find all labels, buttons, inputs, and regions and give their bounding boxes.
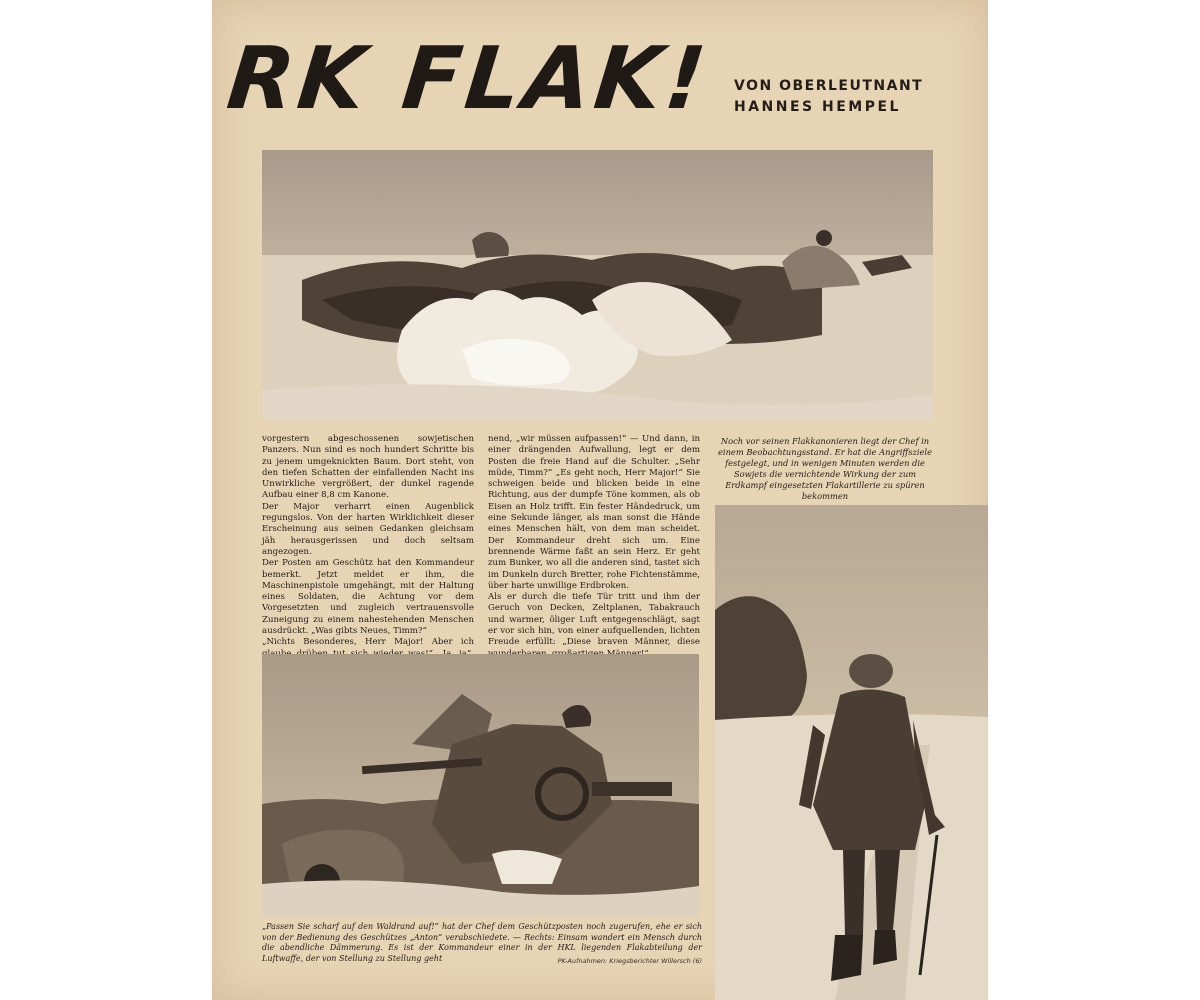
article-paragraph: Der Major verharrt einen Augenblick regungslos. Von der harten Wirklichkeit dieser Erscheinung aus seinen Gedanken gleichsam jäh herausgerissen und doch seltsam angezogen.	[262, 501, 474, 557]
magazine-page	[212, 0, 988, 1000]
caption-bottom-photos: „Passen Sie scharf auf den Waldrand auf!“ hat der Chef dem Geschützposten noch zugerufen, ehe er sich von der Bedienung des Geschützes „Anton“ verabschiedete. — Rechts: Einsam wandert ein Mensch durch die abendliche Dämmerung. Es ist der Kommandeur einer in der HKL liegenden Flakabteilung der Luftwaffe, der von Stellung zu Stellung geht	[262, 922, 702, 963]
photo-credit: PK-Aufnahmen: Kriegsberichter Willersch (6)	[557, 957, 702, 965]
photo-flak-gun	[262, 654, 699, 917]
author-byline	[734, 76, 923, 118]
photo-commander-walking	[715, 505, 988, 1000]
article-paragraph: nend, „wir müssen aufpassen!“ — Und dann, in einer drängenden Aufwallung, legt er dem Posten die freie Hand auf die Schulter. „Sehr müde, Timm?“ „Es geht noch, Herr Major!“ Sie schweigen beide und blicken beide in eine Richtung, aus der dumpfe Töne kommen, als ob Eisen an Holz trifft. Ein fester Händedruck, um eine Sekunde länger, als man sonst die Hände eines Menschen hält, von dem man scheidet. Der Kommandeur dreht sich um. Eine brennende Wärme faßt an sein Herz. Er geht zum Bunker, wo all die anderen sind, tastet sich im Dunkeln durch Bretter, rohe Fichtenstämme, über harte unwillige Erdbroken.	[488, 434, 700, 591]
byline-rank: VON OBERLEUTNANT	[734, 78, 924, 94]
article-paragraph: Der Posten am Geschütz hat den Kommandeur bemerkt. Jetzt meldet er ihm, die Maschinenpistole umgehängt, mit der Haltung eines Soldaten, die Achtung vor dem Vorgesetzten und zugleich vertrauensvolle Zuneigung zu einem nahestehenden Menschen ausdrückt. „Was gibts Neues, Timm?“	[262, 558, 474, 637]
byline-name: HANNES HEMPEL	[734, 99, 901, 115]
article-column-2	[488, 434, 700, 660]
article-paragraph: Als er durch die tiefe Tür tritt und ihm der Geruch von Decken, Zeltplanen, Tabakrauch und warmer, öliger Luft entgegenschlägt, sagt er vor sich hin, von einer aufquellenden, lichten Freude erfüllt: „Diese braven Männer, diese	[488, 592, 700, 648]
article-title: RK FLAK!	[222, 29, 715, 129]
article-column-1	[262, 434, 474, 683]
article-paragraph: „Nichts Besonderes, Herr Major! Aber ich	[262, 637, 474, 648]
photo-snow-battlefield	[262, 150, 933, 420]
caption-top-photo: Noch vor seinen Flakkanonieren liegt der Chef in einem Beobachtungsstand. Er hat die Angriffsziele festgelegt, und in wenigen Minuten werden die Sowjets die vernichtende Wirkung der zum Erdkampf eingesetzten Flakartillerie zu spüren bekommen	[718, 436, 932, 501]
article-paragraph: vorgestern abgeschossenen sowjetischen Panzers. Nun sind es noch hundert Schritte bis zu jenem umgeknickten Baum. Dort steht, von den tiefen Schatten der einfallenden Nacht ins Unwirkliche vergrößert, der dunkel ragende Aufbau einer 8,8 cm Kanone.	[262, 434, 474, 501]
